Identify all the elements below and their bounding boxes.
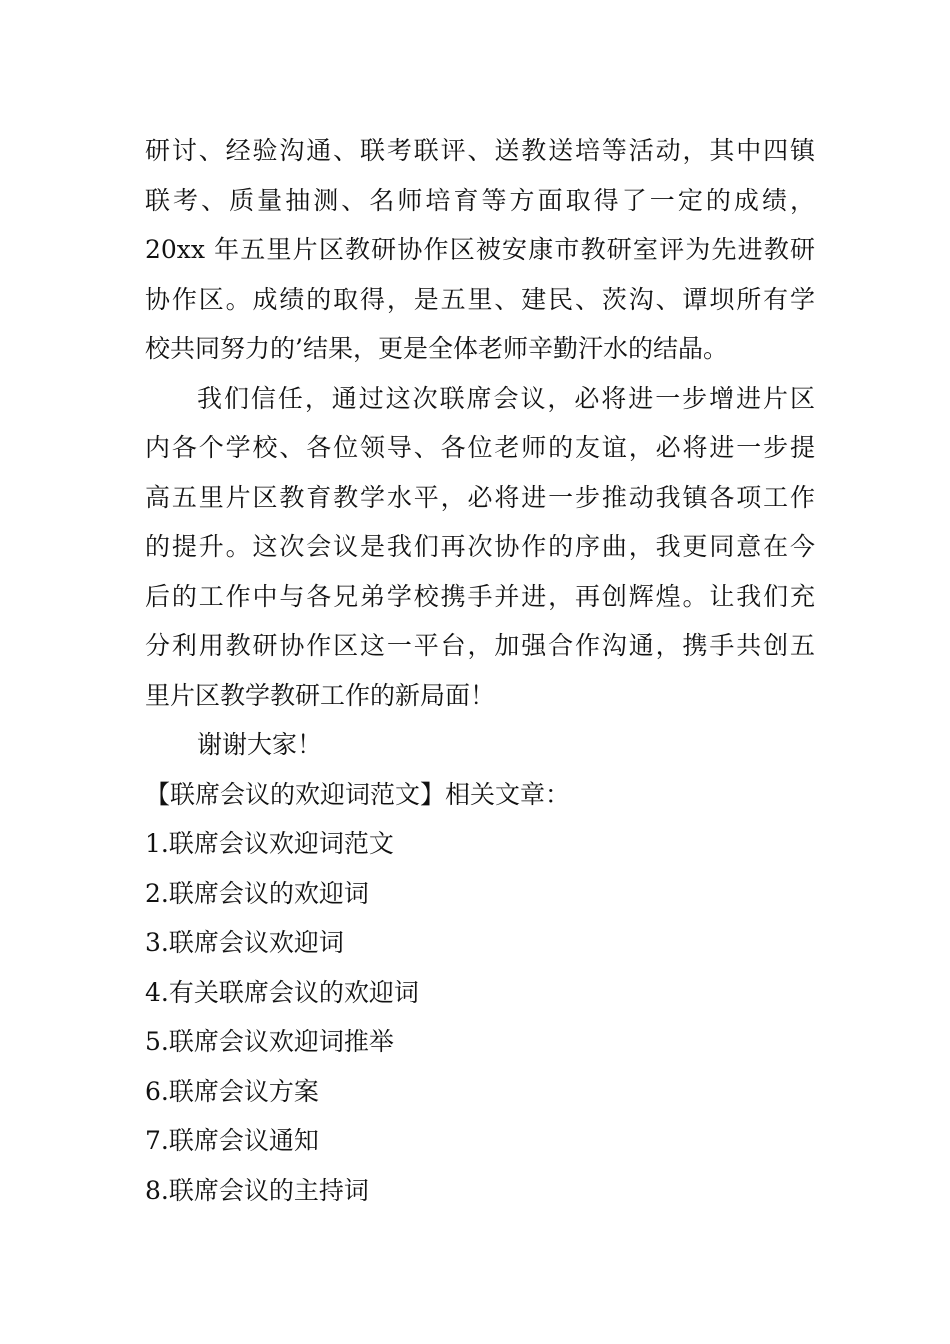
paragraph-2	[145, 374, 815, 721]
paragraph-line: 研讨、经验沟通、联考联评、送教送培等活动，其中四镇	[145, 136, 815, 165]
paragraph-line: 我们信任，通过这次联席会议，必将进一步增进片区	[197, 383, 815, 413]
paragraph-line: 协作区。成绩的取得，是五里、建民、茨沟、谭坝所有学	[145, 284, 815, 314]
paragraph-line: 校共同努力的’结果，更是全体老师辛勤汗水的结晶。	[145, 334, 728, 363]
related-article-link[interactable]: 5.联席会议欢迎词推举	[145, 1027, 394, 1056]
related-articles-list	[145, 819, 815, 1215]
related-article-link[interactable]: 8.联席会议的主持词	[145, 1175, 369, 1205]
related-article-link[interactable]: 7.联席会议通知	[145, 1126, 319, 1155]
related-articles-header: 【联席会议的欢迎词范文】相关文章：	[145, 779, 571, 809]
closing-thanks: 谢谢大家！	[197, 730, 323, 759]
related-article-link[interactable]: 3.联席会议欢迎词	[145, 928, 344, 957]
related-article-link[interactable]: 2.联席会议的欢迎词	[145, 878, 369, 908]
paragraph-line: 联考、质量抽测、名师培育等方面取得了一定的成绩，	[145, 185, 815, 215]
paragraph-line: 内各个学校、各位领导、各位老师的友谊，必将进一步提	[145, 433, 815, 462]
paragraph-line: 的提升。这次会议是我们再次协作的序曲，我更同意在今	[145, 532, 815, 561]
paragraph-line: 分利用教研协作区这一平台，加强合作沟通，携手共创五	[145, 631, 815, 660]
paragraph-line: 20xx 年五里片区教研协作区被安康市教研室评为先进教研	[145, 235, 815, 264]
paragraph-line: 后的工作中与各兄弟学校携手并进，再创辉煌。让我们充	[145, 581, 815, 611]
related-article-link[interactable]: 1.联席会议欢迎词范文	[145, 829, 394, 858]
paragraph-line: 高五里片区教育教学水平，必将进一步推动我镇各项工作	[145, 482, 815, 512]
paragraph-line: 里片区教学教研工作的新局面！	[145, 680, 496, 710]
related-article-link[interactable]: 6.联席会议方案	[145, 1076, 319, 1106]
paragraph-1	[145, 126, 815, 374]
related-article-link[interactable]: 4.有关联席会议的欢迎词	[145, 977, 419, 1007]
document-body	[145, 126, 815, 1215]
